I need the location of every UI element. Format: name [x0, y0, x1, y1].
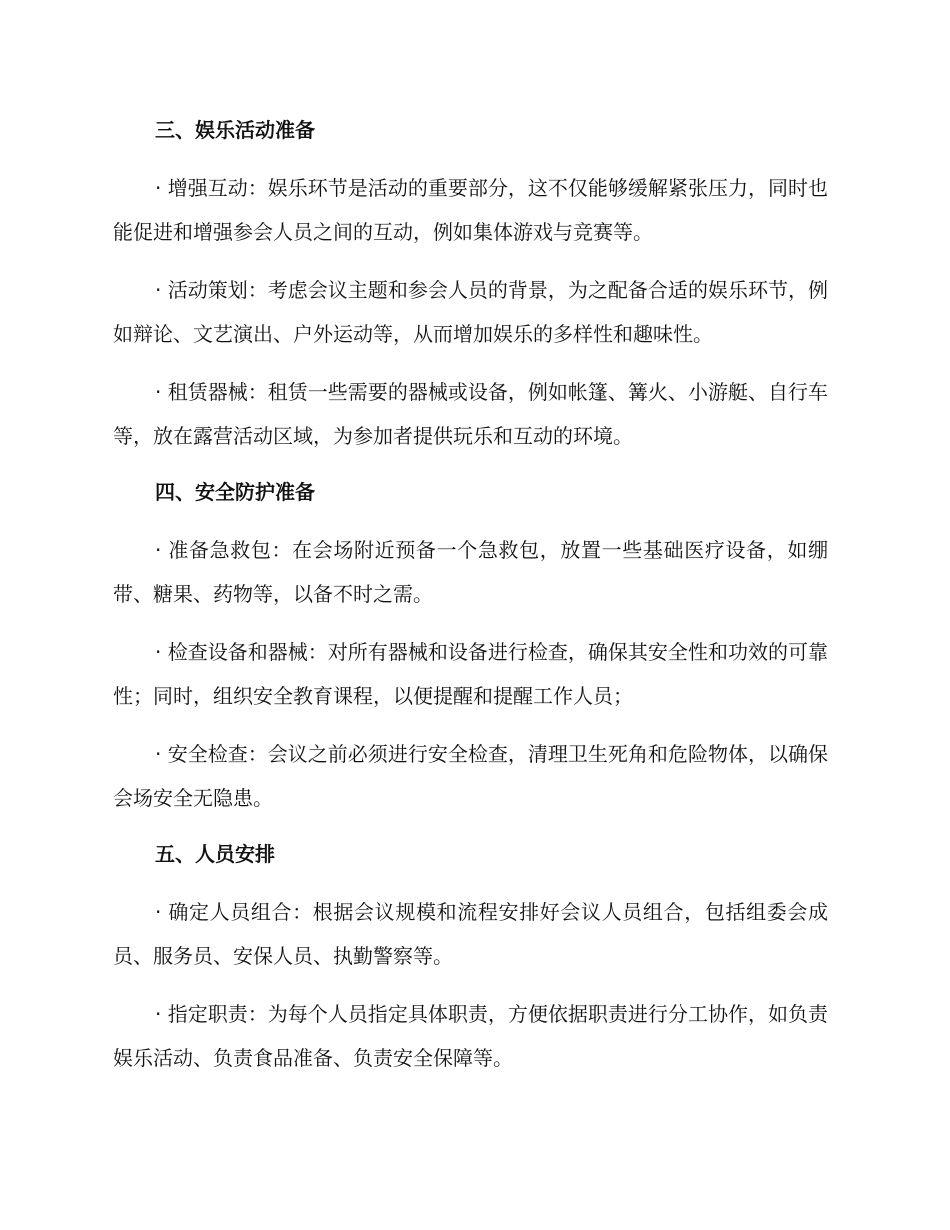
section-heading: 三、娱乐活动准备	[155, 118, 315, 142]
paragraph: · 活动策划：考虑会议主题和参会人员的背景，为之配备合适的娱乐环节，例如辩论、文艺演出、户外运动等，从而增加娱乐的多样性和趣味性。	[113, 278, 828, 346]
section-staffing	[113, 834, 828, 1080]
section-heading: 四、安全防护准备	[155, 480, 315, 504]
section-entertainment	[113, 110, 828, 458]
section-heading: 五、人员安排	[155, 842, 275, 866]
paragraph: · 安全检查：会议之前必须进行安全检查，清理卫生死角和危险物体，以确保会场安全无隐患。	[113, 742, 828, 810]
paragraph: · 确定人员组合：根据会议规模和流程安排好会议人员组合，包括组委会成员、服务员、安保人员、执勤警察等。	[113, 900, 828, 968]
paragraph: · 检查设备和器械：对所有器械和设备进行检查，确保其安全性和功效的可靠性；同时，组织安全教育课程，以便提醒和提醒工作人员；	[113, 640, 828, 708]
paragraph: · 租赁器械：租赁一些需要的器械或设备，例如帐篷、篝火、小游艇、自行车等，放在露营活动区域，为参加者提供玩乐和互动的环境。	[113, 380, 828, 448]
paragraph: · 准备急救包：在会场附近预备一个急救包，放置一些基础医疗设备，如绷带、糖果、药物等，以备不时之需。	[113, 538, 828, 606]
section-safety	[113, 472, 828, 820]
document-body	[113, 110, 828, 1094]
paragraph: · 增强互动：娱乐环节是活动的重要部分，这不仅能够缓解紧张压力，同时也能促进和增强参会人员之间的互动，例如集体游戏与竞赛等。	[113, 176, 828, 244]
paragraph: · 指定职责：为每个人员指定具体职责，方便依据职责进行分工协作，如负责娱乐活动、负责食品准备、负责安全保障等。	[113, 1002, 828, 1070]
